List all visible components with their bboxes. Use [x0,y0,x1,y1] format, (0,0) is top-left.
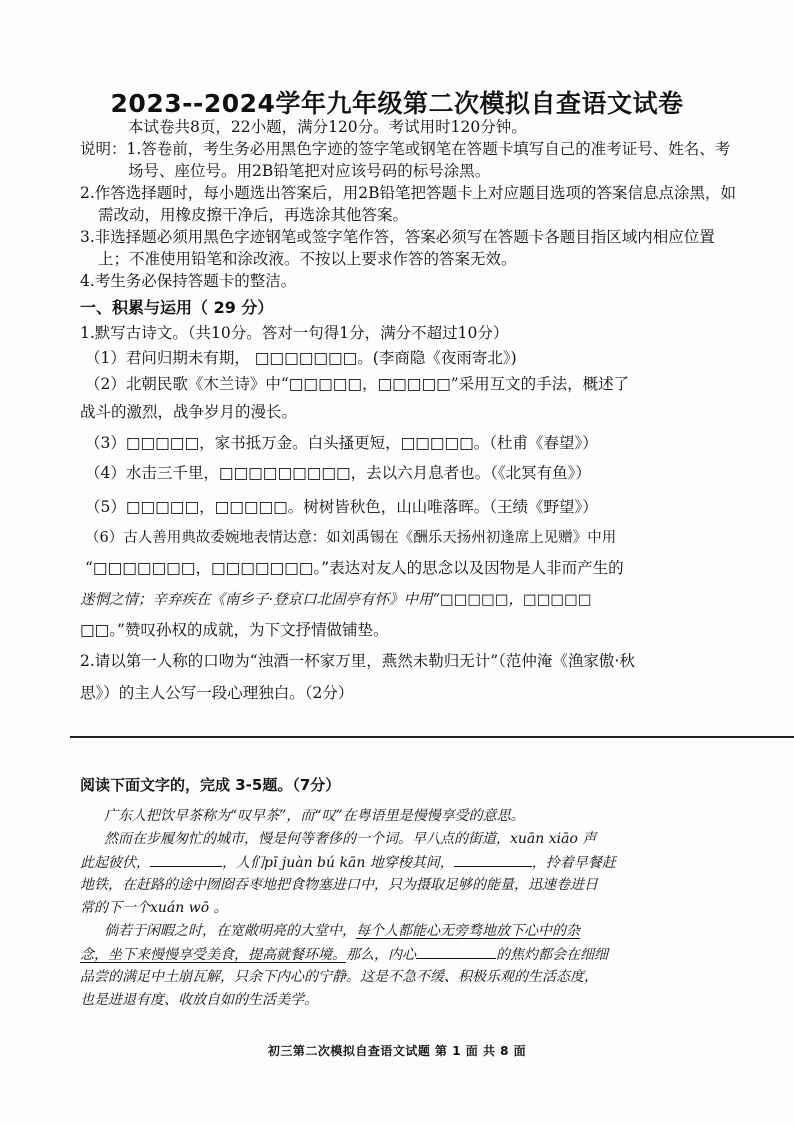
passage-line-9: 也是进退有度、收放自如的生活美学。 [80,992,318,1008]
passage-line-8: 品尝的满足中土崩瓦解，只余下内心的宁静。这是不急不缓、积极乐观的生活态度， [80,969,598,985]
passage-line-7 [80,944,608,965]
passage-line-3-part2: ，人们pī juàn bú kān 地穿梭其间， [222,855,454,871]
underlined-sentence-part1: 每个人都能心无旁骛地放下心中的杂 [356,923,580,939]
passage-line-6-part1: 倘若于闲暇之时，在宽敞明亮的大堂中， [104,923,356,939]
question-1-1: （1）君问归期未有期， □□□□□□□。(李商隐《夜雨寄北》) [85,349,517,367]
instruction-4: 4.考生务必保持答题卡的整洁。 [80,272,297,290]
underlined-sentence-part2: 念，坐下来慢慢享受美食，提高就餐环境。 [80,947,346,963]
passage-line-6 [104,921,580,941]
instruction-3b: 上；不准使用铅笔和涂改液。不按以上要求作答的答案无效。 [98,250,517,268]
question-1-6c: 迷惘之情；辛弃疾在《南乡子·登京口北固亭有怀》中用“□□□□□，□□□□□ [80,592,592,608]
instruction-1a: 说明：1.答卷前，考生务必用黑色字迹的签字笔或钢笔在答题卡填写自己的准考证号、姓名、考 [80,140,731,158]
answer-blank[interactable] [454,852,532,867]
passage-line-3-part1: 此起彼伏， [80,855,150,871]
passage-line-7-part3: 的焦灼都会在细细 [496,947,608,963]
exam-title: 2023--2024学年九年级第二次模拟自查语文试卷 [110,89,684,118]
question-1: 1.默写古诗文。（共10分。答对一句得1分，满分不超过10分） [80,324,509,342]
passage-line-4: 地铁，在赶路的途中囫囵吞枣地把食物塞进口中，只为摄取足够的能量，迅速卷进日 [80,877,598,893]
reading-heading: 阅读下面文字的，完成 3-5题。（7分） [80,776,341,794]
question-1-2a: （2）北朝民歌《木兰诗》中“□□□□□，□□□□□”采用互文的手法，概述了 [85,375,630,393]
page-footer: 初三第二次模拟自查语文试题 第 1 面 共 8 面 [267,1044,527,1058]
question-1-2b: 战斗的激烈，战争岁月的漫长。 [80,403,298,421]
answer-blank[interactable] [150,852,222,867]
instruction-1b: 场号、座位号。用2B铅笔把对应该号码的标号涂黑。 [128,162,491,180]
question-1-3: （3）□□□□□，家书抵万金。白头搔更短，□□□□□。（杜甫《春望》） [85,434,598,452]
question-2a: 2.请以第一人称的口吻为“浊酒一杯家万里，燕然未勒归无计”（范仲淹《渔家傲·秋 [80,652,635,670]
instruction-3a: 3.非选择题必须用黑色字迹钢笔或签字笔作答，答案必须写在答题卡各题目指区域内相应位置 [80,228,715,246]
answer-line [70,736,794,738]
answer-blank[interactable] [416,944,496,959]
question-1-6b: “□□□□□□□，□□□□□□□。”表达对友人的思念以及因物是人非而产生的 [85,559,624,577]
question-1-4: （4）水击三千里，□□□□□□□□□，去以六月息者也。（《北冥有鱼》） [85,464,591,482]
question-1-6a: （6）古人善用典故委婉地表情达意：如刘禹锡在《酬乐天扬州初逢席上见赠》中用 [85,530,617,546]
passage-line-5: 常的下一个xuán wō 。 [80,900,228,916]
question-1-5: （5）□□□□□，□□□□□。树树皆秋色，山山唯落晖。（王绩《野望》） [85,498,598,516]
question-2b: 思》）的主人公写一段心理独白。（2分） [80,684,354,702]
passage-line-3-part3: ，拎着早餐赶 [531,855,616,871]
passage-line-3 [80,852,616,873]
question-1-6d: □□。”赞叹孙权的成就，为下文抒情做铺垫。 [80,621,389,639]
instruction-2b: 需改动，用橡皮擦干净后，再选涂其他答案。 [98,206,409,224]
passage-line-1: 广东人把饮早茶称为“叹早茶”，而“叹”在粤语里是慢慢享受的意思。 [104,808,525,824]
section1-heading: 一、积累与运用（ 29 分） [80,298,274,317]
passage-line-2: 然而在步履匆忙的城市，慢是何等奢侈的一个词。早八点的街道，xuān xiāo 声 [104,831,597,847]
instruction-2a: 2.作答选择题时，每小题选出答案后，用2B铅笔把答题卡上对应题目选项的答案信息点涂黑，如 [80,184,737,202]
passage-line-7-part2: 那么，内心 [346,947,416,963]
exam-intro: 本试卷共8页，22小题，满分120分。考试用时120分钟。 [128,118,527,136]
